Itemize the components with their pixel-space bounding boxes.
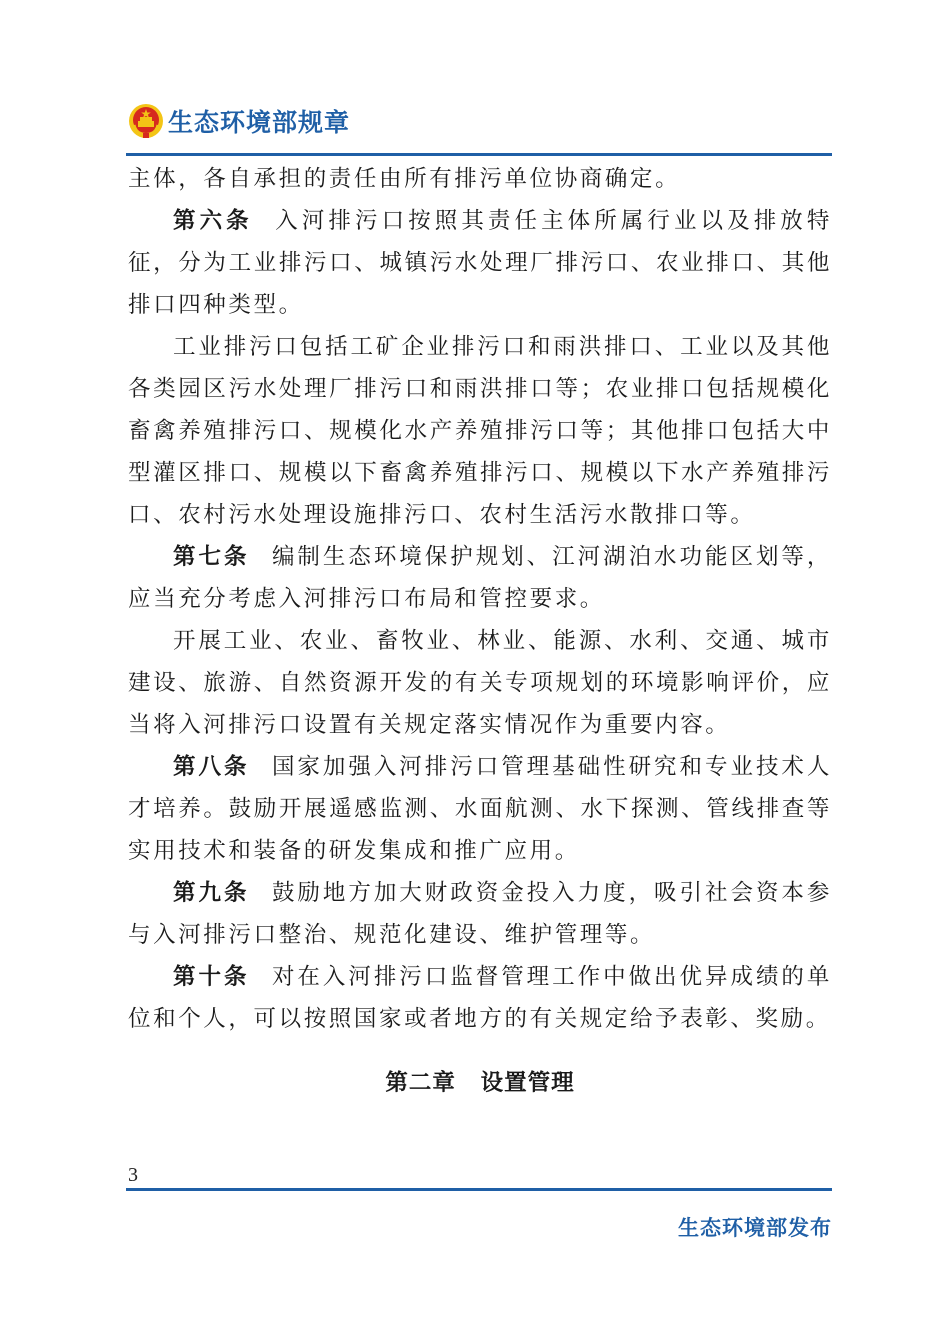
paragraph-text: 鼓励地方加大财政资金投入力度，吸引社会资本参与入河排污口整治、规范化建设、维护管理等。: [128, 880, 832, 948]
article-number: 第七条: [173, 544, 250, 570]
header-title: 生态环境部规章: [168, 108, 351, 137]
paragraph-text: 主体，各自承担的责任由所有排污单位协商确定。: [128, 166, 681, 192]
paragraph-text: 入河排污口按照其责任主体所属行业以及排放特征，分为工业排污口、城镇污水处理厂排污口、农业排口、其他排口四种类型。: [128, 208, 832, 318]
chapter-number: 第二章: [385, 1070, 456, 1096]
paragraph: [128, 158, 832, 200]
paragraph-text: 对在入河排污口监督管理工作中做出优异成绩的单位和个人，可以按照国家或者地方的有关规定给予表彰、奖励。: [128, 964, 832, 1032]
paragraph: [128, 326, 832, 536]
header-divider: [126, 153, 832, 156]
chapter-heading: [128, 1062, 832, 1104]
paragraph-text: 国家加强入河排污口管理基础性研究和专业技术人才培养。鼓励开展遥感监测、水面航测、水下探测、管线排查等实用技术和装备的研发集成和推广应用。: [128, 754, 832, 864]
footer-divider: [126, 1188, 832, 1191]
page-header: [128, 98, 350, 144]
page-number: 3: [128, 1164, 138, 1186]
paragraph-text: 编制生态环境保护规划、江河湖泊水功能区划等，应当充分考虑入河排污口布局和管控要求。: [128, 544, 832, 612]
article-number: 第六条: [173, 208, 253, 234]
article-9: [128, 872, 832, 956]
article-6: [128, 200, 832, 326]
article-number: 第八条: [173, 754, 250, 780]
article-number: 第十条: [173, 964, 250, 990]
paragraph: [128, 620, 832, 746]
article-8: [128, 746, 832, 872]
document-body: [128, 158, 832, 1127]
paragraph-text: 开展工业、农业、畜牧业、林业、能源、水利、交通、城市建设、旅游、自然资源开发的有关专项规划的环境影响评价，应当将入河排污口设置有关规定落实情况作为重要内容。: [128, 628, 832, 738]
footer-publisher: 生态环境部发布: [678, 1216, 832, 1240]
chapter-title: 设置管理: [480, 1070, 575, 1096]
article-number: 第九条: [173, 880, 250, 906]
paragraph-text: 工业排污口包括工矿企业排污口和雨洪排口、工业以及其他各类园区污水处理厂排污口和雨洪排口等；农业排口包括规模化畜禽养殖排污口、规模化水产养殖排污口等；其他排口包括大中型灌区排口、规模以下畜禽养殖排污口、规模以下水产养殖排污口、农村污水处理设施排污口、农村生活污水散排口等。: [128, 334, 832, 528]
article-10: [128, 956, 832, 1040]
national-emblem-icon: [128, 103, 164, 139]
article-7: [128, 536, 832, 620]
